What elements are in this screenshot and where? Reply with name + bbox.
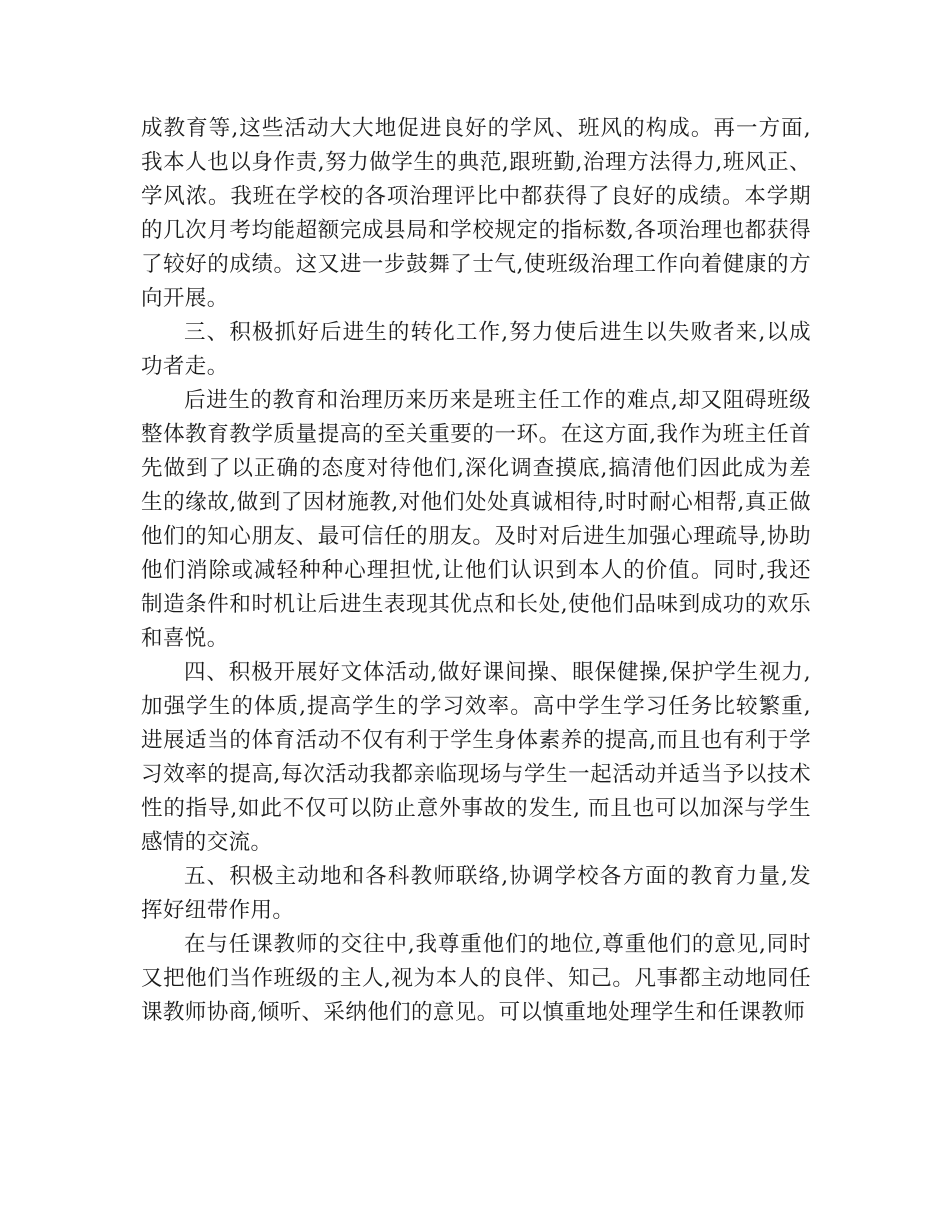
document-body (141, 112, 811, 1030)
paragraph-heading-4: 四、积极开展好文体活动,做好课间操、眼保健操,保护学生视力,加强学生的体质,提高学生的学习效率。高中学生学习任务比较繁重,进展适当的体育活动不仅有利于学生身体素养的提高,而且也有利于学习效率的提高,每次活动我都亲临现场与学生一起活动并适当予以技术性的指导,如此不仅可以防止意外事故的发生, 而且也可以加深与学生感情的交流。 (141, 660, 811, 855)
paragraph-teachers: 在与任课教师的交往中,我尊重他们的地位,尊重他们的意见,同时又把他们当作班级的主人,视为本人的良伴、知己。凡事都主动地同任课教师协商,倾听、采纳他们的意见。可以慎重地处理学生和任课教师 (141, 932, 811, 1025)
paragraph-heading-3: 三、积极抓好后进生的转化工作,努力使后进生以失败者来,以成功者走。 (141, 320, 811, 379)
paragraph-continuation: 成教育等,这些活动大大地促进良好的学风、班风的构成。再一方面,我本人也以身作责,努力做学生的典范,跟班勤,治理方法得力,班风正、学风浓。我班在学校的各项治理评比中都获得了良好的成绩。本学期的几次月考均能超额完成县局和学校规定的指标数,各项治理也都获得了较好的成绩。这又进一步鼓舞了士气,使班级治理工作向着健康的方向开展。 (141, 116, 811, 311)
paragraph-heading-5: 五、积极主动地和各科教师联络,协调学校各方面的教育力量,发挥好纽带作用。 (141, 864, 811, 923)
paragraph-underachievers: 后进生的教育和治理历来历来是班主任工作的难点,却又阻碍班级整体教育教学质量提高的至关重要的一环。在这方面,我作为班主任首先做到了以正确的态度对待他们,深化调查摸底,搞清他们因此成为差生的缘故,做到了因材施教,对他们处处真诚相待,时时耐心相帮,真正做他们的知心朋友、最可信任的朋友。及时对后进生加强心理疏导,协助他们消除或减轻种种心理担忧,让他们认识到本人的价值。同时,我还制造条件和时机让后进生表现其优点和长处,使他们品味到成功的欢乐和喜悦。 (141, 388, 811, 651)
